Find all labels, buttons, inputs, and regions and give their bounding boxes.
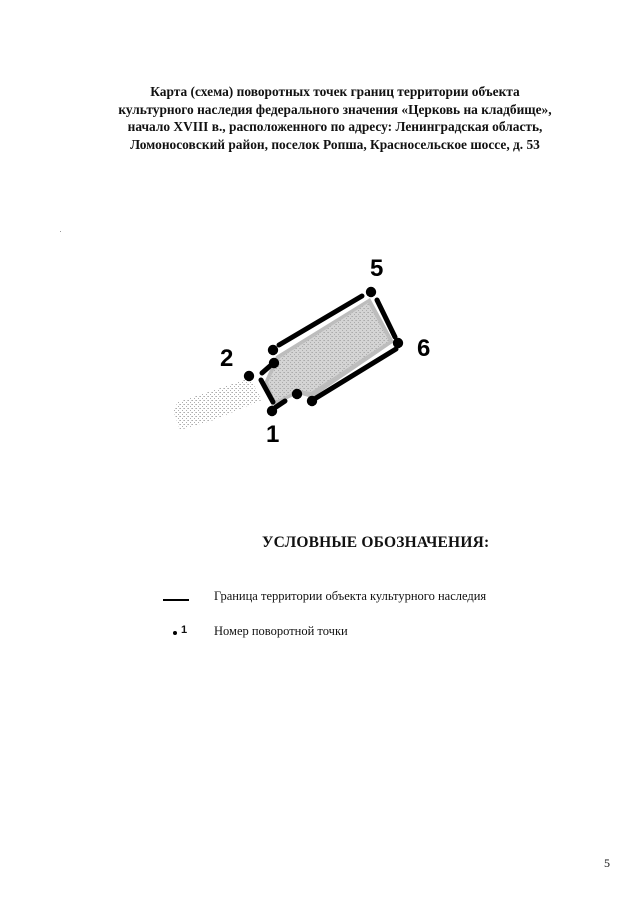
turning-point (366, 287, 376, 297)
page-number: 5 (604, 856, 610, 870)
turning-point (267, 406, 277, 416)
turning-point (393, 338, 403, 348)
legend-item-boundary (160, 588, 520, 606)
title-line: Карта (схема) поворотных точек границ территории объекта (150, 84, 520, 99)
point-label-2: 2 (220, 345, 234, 372)
point-label-5: 5 (370, 255, 384, 282)
point-number-symbol: 1 (181, 624, 188, 636)
title-line: начало XVIII в., расположенного по адресу: Ленинградская область, (127, 119, 543, 134)
turning-point (268, 345, 278, 355)
turning-point (269, 358, 279, 368)
legend-item-label: Граница территории объекта культурного наследия (214, 589, 487, 603)
point-label-1: 1 (266, 421, 280, 448)
adjacent-road-area (173, 378, 262, 430)
point-label-6: 6 (417, 335, 431, 362)
legend-title: УСЛОВНЫЕ ОБОЗНАЧЕНИЯ: (262, 534, 490, 551)
point-dot-symbol (173, 631, 177, 635)
legend-item-label: Номер поворотной точки (214, 624, 348, 638)
boundary-line-symbol (163, 599, 189, 601)
title-line: культурного наследия федерального значения «Церковь на кладбище», (118, 101, 552, 117)
turning-point (244, 371, 254, 381)
title-line: Ломоносовский район, поселок Ропша, Красносельское шоссе, д. 53 (130, 136, 540, 152)
turning-point (307, 396, 317, 406)
turning-point (292, 389, 302, 399)
legend-item-point (160, 623, 520, 641)
